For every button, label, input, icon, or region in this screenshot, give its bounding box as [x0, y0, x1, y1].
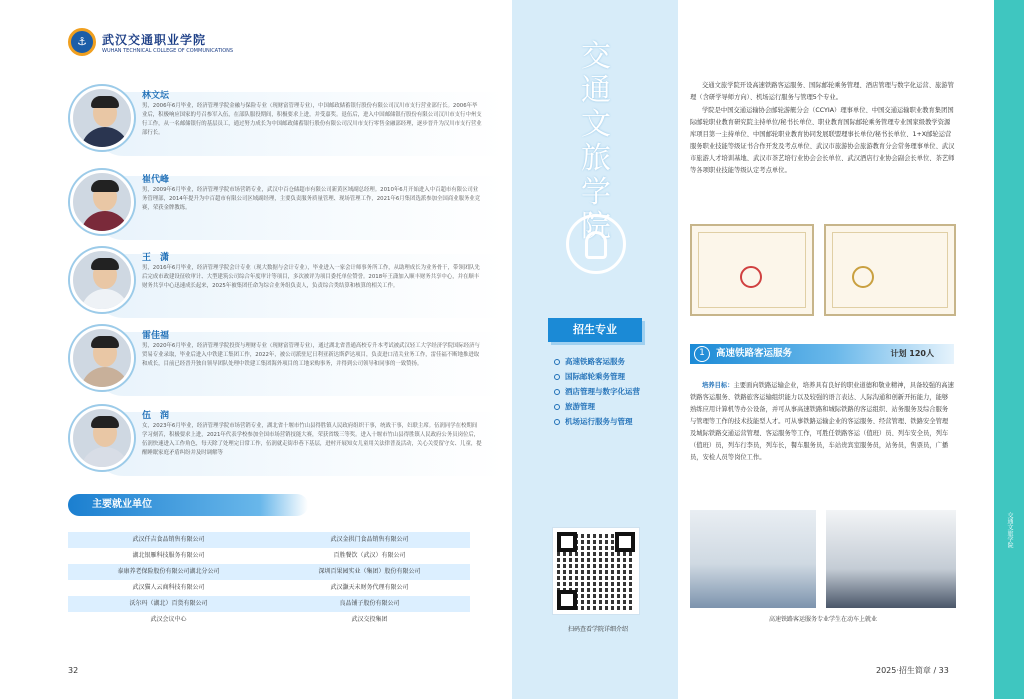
table-cell: 湖北银雁科技服务有限公司 [132, 552, 205, 559]
alumni-name: 王 潇 [142, 253, 170, 263]
table-cell: 武汉交投集团 [351, 616, 388, 623]
avatar [70, 248, 134, 312]
alumni-bio: 男，2016年6月毕业，经济管理学院会计专业（现大数据与会计专业），毕业进入一家会计师事务所工作，从助理成长为业务骨干，带领团队先后完成市政建设征收审计、大型建筑公司综合年度审计等项目，多次被评为项目委托单位赞誉。2018年王潇加入顺丰财务共享中心，并在顺丰财务共享中心迅速成长起来，2025年被集团任命为综合业务组负责人，负责综合类结算和核算的相关工作。 [142, 265, 480, 289]
table-cell: 武汉猫人云商科技有限公司 [132, 584, 205, 591]
train-photo [690, 510, 816, 608]
section-number: 1 [694, 346, 710, 362]
logo-en: WUHAN TECHNICAL COLLEGE OF COMMUNICATIONS [102, 47, 234, 54]
table-row [68, 580, 470, 596]
certificate-image [824, 224, 956, 316]
table-cell: 泰康养老保险股份有限公司湖北分公司 [117, 568, 220, 575]
major-section-header [690, 344, 954, 364]
alumni-name: 雷佳福 [142, 331, 170, 341]
circle-bullet-icon [554, 419, 560, 425]
enrollment-plan: 计划 120人 [890, 349, 934, 358]
alumni-card [70, 86, 490, 156]
table-cell: 武汉仟吉食品销售有限公司 [132, 536, 205, 543]
list-item: 机场运行服务与管理 [554, 414, 640, 429]
page-number: 32 [68, 666, 79, 675]
employers-heading: 主要就业单位 [68, 494, 308, 516]
logo-cn: 武汉交通职业学院 [102, 32, 207, 47]
train-photo [826, 510, 956, 608]
alumni-card [70, 170, 490, 240]
list-item: 国际邮轮乘务管理 [554, 369, 640, 384]
employers-table [68, 532, 470, 628]
table-row [68, 596, 470, 612]
list-item: 旅游管理 [554, 399, 640, 414]
avatar [70, 326, 134, 390]
college-emblem-icon: ⚓ [68, 28, 96, 56]
college-title: 交 通 文 旅 学 院 [581, 39, 611, 244]
alumni-bio: 男，2009年6月毕业，经济管理学院市场营销专业，武汉中百仓储超市有限公司新黄区域副总经理。2010年6月开始进入中百超市有限公司业务管理部，2014年提升为中百超市有限公司区域副经理，主要负责服务质量管理、现场管理工作，2021年6月集团选派参加全国商业服务业竞赛，荣获金牌教练。 [142, 187, 481, 211]
alumni-card [70, 406, 490, 476]
qr-code[interactable] [553, 528, 639, 614]
table-cell: 良品铺子股份有限公司 [339, 600, 400, 607]
table-cell: 武汉灏天未财务代理有限公司 [330, 584, 409, 591]
majors-heading: 招生专业 [548, 318, 642, 342]
circle-bullet-icon [554, 374, 560, 380]
avatar [70, 170, 134, 234]
table-row [68, 564, 470, 580]
table-cell: 武汉金拱门食品销售有限公司 [330, 536, 409, 543]
table-cell: 沃尔玛（湖北）百货有限公司 [129, 600, 208, 607]
table-cell: 百胜餐饮（武汉）有限公司 [333, 552, 406, 559]
intro-paragraph: 交通文旅学院开设高速铁路客运服务、国际邮轮乘务管理、酒店管理与数字化运营、旅游管理（含研学导师方向）、机场运行服务与管理5个专业。 [690, 82, 954, 101]
avatar [70, 406, 134, 470]
college-logo [68, 28, 233, 56]
list-item: 高速铁路客运服务 [554, 354, 640, 369]
alumni-card [70, 248, 490, 318]
goal-text: 主要面向铁路运输企业，培养具有良好的职业道德和敬业精神，具备较强的高速铁路客运服务、铁路旅客运输组织能力以及较强的语言表达、人际沟通和创新开拓能力，能够熟练应用计算机等办公设备，并可从事高速铁路和城际铁路的客运组织、站务服务及综合服务与管理等工作的技术技能型人才。可从事铁路运输企业的客运服务、经营管理、铁路安全管理及城际铁路交通运营管理、客运服务等工作，可胜任铁路客运（值班）员、列车安全员，列车（值班）员，列车行李员，列车长，餐车服务员，车站贵宾室服务员，站务员，售票员，广播员，安检人员等岗位工作。 [690, 382, 954, 461]
college-intro [690, 80, 956, 178]
certificate-image [690, 224, 814, 316]
table-cell: 深圳百果园实业（集团）股份有限公司 [318, 568, 421, 575]
table-row [68, 532, 470, 548]
table-row [68, 548, 470, 564]
intro-paragraph: 学院是中国交通运输协会邮轮游艇分会（CCYIA）理事单位、中国交通运输职业教育集团国际邮轮职业教育研究院主持单位/秘书长单位、职业教育国际邮轮乘务管理专业国家级教学资源库项目第一主持单位、中国邮轮职业教育协同发展联盟理事长单位/秘书长单位、1+X邮轮运营服务职业技能等级证书合作开发及考点单位、武汉市旅游协会旅游教育分会常务理事单位、武汉市旅游人才培训基地、武汉市茶艺培行业协会会长单位、武汉酒店行业协会副会长单位、茶艺师等各项职业技能等级认定考点单位。 [690, 107, 955, 174]
college-emblem-icon [566, 214, 626, 274]
qr-caption: 扫码查看学院详细介绍 [567, 626, 628, 633]
side-label: 交通文旅学院 [1006, 512, 1013, 548]
alumni-bio: 男，2006年6月毕业，经济管理学院金融与保险专业（现财富管理专业），中国邮政储蓄银行股份有限公司汉川市支行营业部行长。2006年毕业后，积极响应国家的号召参军入伍，在部队服役期间，积极要求上进，并受嘉奖。退伍后，进入中国邮储银行股份有限公司汉川市支行中州支行工作，从一名邮储银行的基层员工，通过努力成长为中国邮政储蓄银行股份有限公司汉川市支行零售金融部经理，逐步晋升为汉川市支行营业部行长。 [142, 103, 482, 136]
circle-bullet-icon [554, 359, 560, 365]
photo-caption: 高速铁路客运服务专业学生在动车上就业 [768, 616, 877, 623]
section-title: 高速铁路客运服务 [716, 348, 793, 359]
table-cell: 武汉会议中心 [150, 616, 187, 623]
circle-bullet-icon [554, 404, 560, 410]
page-footer: 2025·招生简章 / 33 [876, 666, 949, 675]
side-strip [994, 0, 1024, 699]
alumni-bio: 男，2020年6月毕业，经济管理学院投资与理财专业（现财富管理专业），通过湖北省普通高校专升本考试被武汉轻工大学经济学院国际经济与贸易专业录取，毕业后进入中铁建工集团工作，2022年，被公司派驻尼日利亚新达斯萨达项目，负责进口清关业务工作，雷佳福不断地推进取和成长，目前已经晋升独自领导团队处理中铁建工集团海外项目的工地采购事务，并得到公司领导和同事的一致赞扬。 [142, 343, 480, 367]
training-goal [690, 380, 954, 464]
alumni-card [70, 326, 490, 396]
circle-bullet-icon [554, 389, 560, 395]
alumni-bio: 女，2023年6月毕业，经济管理学院市场营销专业，湖北省十堰市竹山县得胜镇人民政府组织干事，统战干事，妇联主席。伍润同学在校期间学习刻苦，积极要求上进，2021年代表学校参加全国市场营销技能大赛，荣获省级三等奖。进入十堰市竹山县得胜镇人民政府公务员岗位后，伍润快速进入工作角色，每天除了处理完日常工作，伍润就走街串巷下基层，进村开展知女儿童用关法律普及活动，关心关爱留守女、儿童，提醒睡眠家庭矛盾纠纷并及时调解等 [142, 423, 482, 456]
list-item: 酒店管理与数字化运营 [554, 384, 640, 399]
alumni-name: 林文坛 [142, 91, 170, 101]
avatar [70, 86, 134, 150]
alumni-name: 伍 润 [142, 411, 170, 421]
majors-list [554, 354, 640, 429]
goal-label: 培养目标： [702, 382, 734, 389]
alumni-name: 崔代峰 [142, 175, 170, 185]
table-row [68, 612, 470, 628]
